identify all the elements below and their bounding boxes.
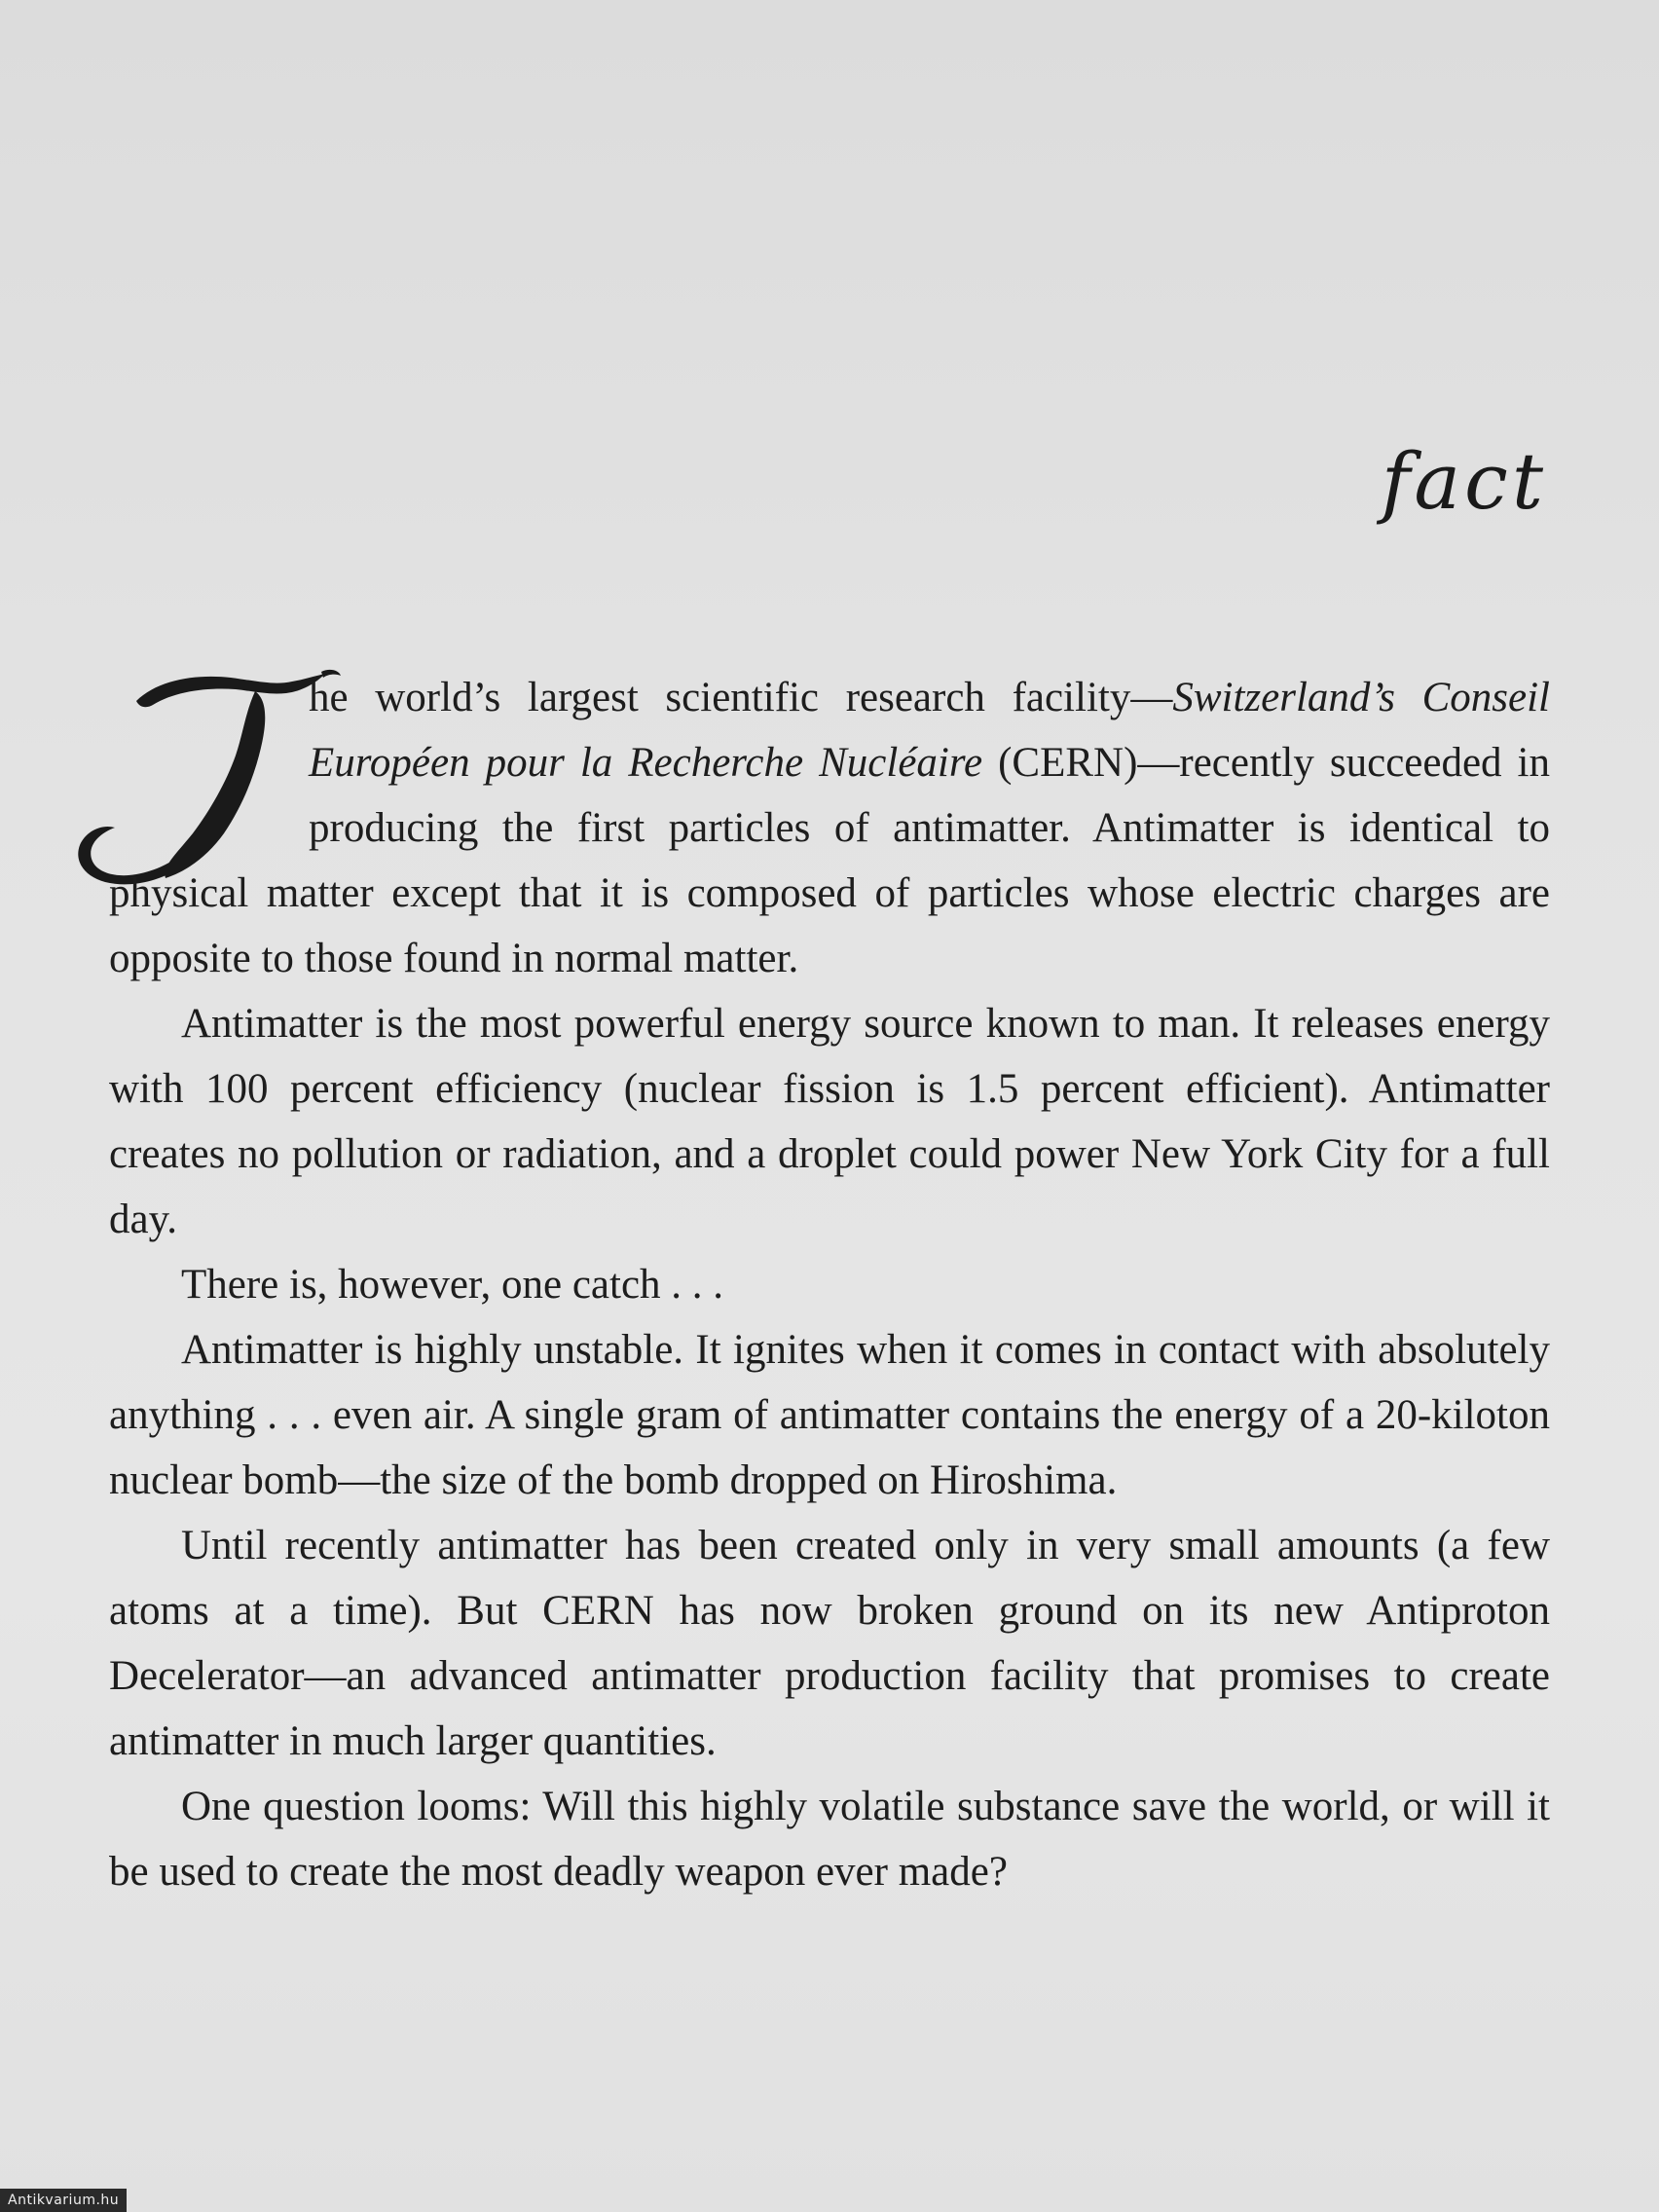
paragraph-2: Antimatter is the most powerful energy source known to man. It releases energy with 100 percent efficiency (nuclear fission is 1.5 percent efficient). Antimatter creates no pollution or radiation, and a droplet could power New York City for a full day. xyxy=(109,1001,1550,1242)
paragraph-3: There is, however, one catch . . . xyxy=(181,1262,724,1308)
page-heading: fact xyxy=(1381,436,1547,527)
body-text xyxy=(109,665,1550,1904)
paragraph-1-italic: Switzerland’s Conseil Européen pour la Recherche Nucléaire xyxy=(309,675,1551,786)
paragraph-5: Until recently antimatter has been created only in very small amounts (a few atoms at a time). But CERN has now broken ground on its new Antiproton Decelerator—an advanced antimatter production facility that promises to create antimatter in much larger quantities. xyxy=(109,1523,1550,1764)
drop-cap-space xyxy=(70,665,309,861)
paragraph-4: Antimatter is highly unstable. It ignites when it comes in contact with absolutely anything . . . even air. A single gram of antimatter contains the energy of a 20-kiloton nuclear bomb—the size of the bomb dropped on Hiroshima. xyxy=(109,1327,1550,1503)
paragraph-1-part-a: he world’s largest scientific research facility— xyxy=(309,675,1173,720)
watermark: Antikvarium.hu xyxy=(0,2189,127,2212)
paragraph-6: One question looms: Will this highly volatile substance save the world, or will it be used to create the most deadly weapon ever made? xyxy=(109,1784,1550,1895)
paragraph-1 xyxy=(109,665,1550,991)
paragraph-1-part-c: (CERN)—recently succeeded in producing the first particles of antimatter. Antimatter is identical to physical matter except that it is composed of particles whose electric charges are opposite to those found in normal matter. xyxy=(109,740,1550,981)
